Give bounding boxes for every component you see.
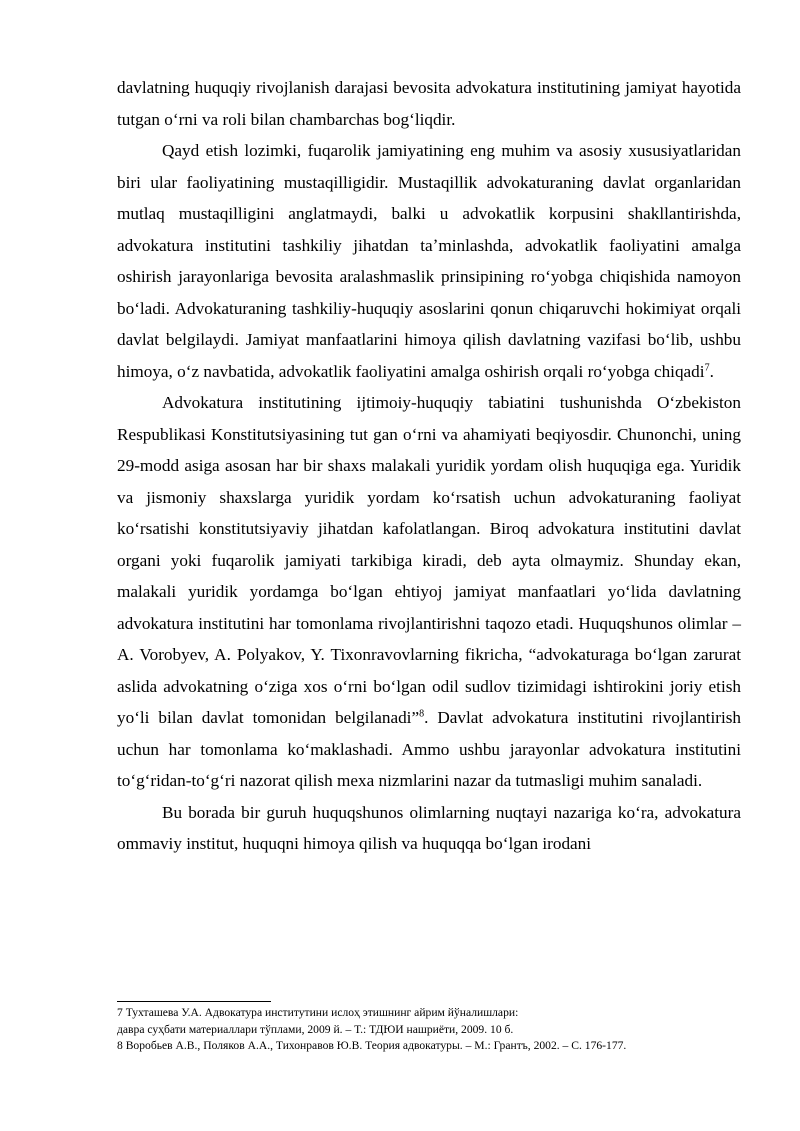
footnote-line: 8 Воробьев А.В., Поляков А.А., Тихонравов Ю.В. Теория адвокатуры. – М.: Грантъ, 2002. – С. 176-177.	[117, 1039, 627, 1052]
paragraph: Qayd etish lozimki, fuqarolik jamiyatining eng muhim va asosiy xususiyatlaridan biri ular faoliyatining mustaqilligidir. Mustaqillik advokaturaning davlat organlaridan mutlaq mustaqilligini anglatmaydi, balki u advokatlik korpusini shakllantirishda, advokatura institutini tashkiliy jihatdan taʼminlashda, advokatlik faoliyatini amalga oshirish jarayonlariga bevosita aralashmaslik prinsipining roʻyobga chiqishida namoyon boʻladi. Advokaturaning tashkiliy-huquqiy asoslarini qonun chiqaruvchi hokimiyat orqali davlat belgilaydi. Jamiyat manfaatlarini himoya qilish davlatning vazifasi boʻlib, ushbu himoya, oʻz navbatida, advokatlik faoliyatini amalga oshirish orqali roʻyobga chiqadi$^7$.	[117, 141, 741, 381]
footnote-ref[interactable]: 8	[419, 708, 425, 720]
body-text	[117, 72, 741, 860]
paragraph: Advokatura institutining ijtimoiy-huquqiy tabiatini tushunishda Oʻzbekiston Respublikasi Konstitutsiyasining tut gan oʻrni va ahamiyati beqiyosdir. Chunonchi, uning 29-modd asiga asosan har bir shaxs malakali yuridik yordam olish huquqiga ega. Yuridik va jismoniy shaxslarga yuridik yordam koʻrsatish uchun advokaturaning faoliyat koʻrsatishi konstitutsiyaviy jihatdan kafolatlangan. Biroq advokatura institutini davlat organi yoki fuqarolik jamiyati tarkibiga kiradi, deb ayta olmaymiz. Shunday ekan, malakali yuridik yordamga boʻlgan ehtiyoj jamiyat manfaatlari yoʻlida davlatning advokatura institutini har tomonlama rivojlantirishni taqozo etadi. Huquqshunos olimlar – A. Vorobyev, A. Polyakov, Y. Tixonravovlarning fikricha, “advokaturaga boʻlgan zarurat aslida advokatning oʻziga xos oʻrni boʻlgan odil sudlov tizimidagi ishtirokini joriy etish yoʻli bilan davlat tomonidan belgilanadi”$^8$. Davlat advokatura institutini rivojlantirish uchun har tomonlama koʻmaklashadi. Ammo ushbu jarayonlar advokatura institutini toʻgʻridan-toʻgʻri nazorat qilish mexa nizmlarini nazar da tutmasligi muhim sanaladi.	[117, 393, 741, 790]
footnote-line: 7 Тухташева У.А. Адвокатура институтини ислоҳ этишнинг айрим йўналишлари:	[117, 1006, 519, 1019]
paragraph: Bu borada bir guruh huquqshunos olimlarning nuqtayi nazariga koʻra, advokatura ommaviy institut, huquqni himoya qilish va huquqqa boʻlgan irodani	[117, 802, 741, 853]
footnotes	[117, 1005, 757, 1055]
footnote-separator	[117, 1001, 271, 1002]
footnote-line: давра суҳбати материаллари тўплами, 2009 й. – Т.: ТДЮИ нашриёти, 2009. 10 б.	[117, 1022, 514, 1036]
footnote-ref[interactable]: 7	[704, 361, 710, 373]
paragraph: davlatning huquqiy rivojlanish darajasi bevosita advokatura institutining jamiyat hayotida tutgan oʻrni va roli bilan chambarchas bogʻliqdir.	[117, 78, 741, 129]
